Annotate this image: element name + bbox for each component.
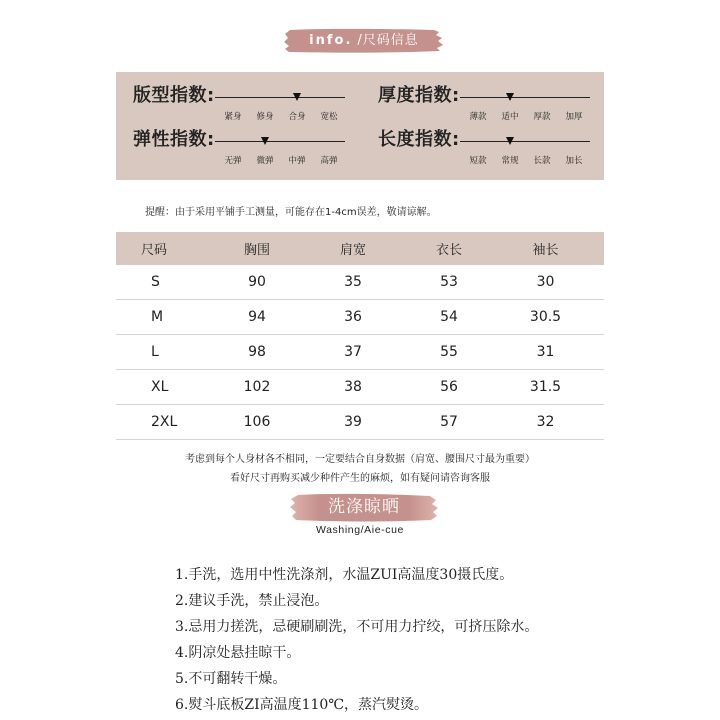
table-row bbox=[116, 335, 604, 370]
table-cell: 102 bbox=[243, 379, 271, 395]
index-elasticity-marker-icon bbox=[261, 137, 269, 145]
table-cell-size: L bbox=[151, 344, 159, 360]
table-cell: 98 bbox=[248, 344, 266, 360]
size-table bbox=[116, 232, 604, 440]
index-fit-option: 合身 bbox=[288, 112, 306, 122]
table-row bbox=[116, 370, 604, 405]
index-thickness-option: 厚款 bbox=[533, 112, 551, 122]
index-thickness-option: 加厚 bbox=[565, 112, 583, 122]
index-elasticity-option: 高弹 bbox=[320, 156, 338, 166]
measurement-reminder: 提醒：由于采用平铺手工测量，可能存在1-4cm误差，敬请谅解。 bbox=[145, 207, 437, 218]
index-fit-marker-icon bbox=[293, 93, 301, 101]
index-length-option: 短款 bbox=[469, 156, 487, 166]
table-cell: 36 bbox=[344, 309, 362, 325]
table-cell: 53 bbox=[440, 274, 458, 290]
table-cell-size: XL bbox=[151, 379, 169, 395]
table-cell: 54 bbox=[440, 309, 458, 325]
table-header-row bbox=[116, 232, 604, 265]
column-header: 袖长 bbox=[532, 243, 559, 258]
size-note-line: 看好尺寸再购买减少种件产生的麻烦，如有疑问请咨询客服 bbox=[230, 473, 490, 484]
care-banner-title: 洗涤晾晒 bbox=[328, 497, 400, 517]
size-note-line: 考虑到每个人身材各不相同，一定要结合自身数据（肩宽、腰围尺寸最为重要） bbox=[185, 454, 535, 465]
care-subtitle: Washing/Aie-cue bbox=[316, 524, 404, 536]
table-cell-size: M bbox=[151, 309, 164, 325]
size-notes bbox=[0, 450, 720, 488]
care-banner bbox=[290, 493, 438, 522]
table-row bbox=[116, 300, 604, 335]
table-cell: 30 bbox=[536, 274, 555, 290]
index-length-option: 加长 bbox=[565, 156, 583, 166]
table-cell: 106 bbox=[243, 414, 271, 430]
index-thickness-option: 适中 bbox=[501, 112, 519, 122]
care-instructions-list bbox=[175, 562, 538, 718]
info-banner-title-cn: /尺码信息 bbox=[357, 33, 419, 48]
index-fit-scale-line bbox=[215, 97, 345, 98]
index-thickness-option: 薄款 bbox=[469, 112, 487, 122]
list-item: 2.建议手洗，禁止浸泡。 bbox=[175, 593, 329, 609]
index-length-scale-line bbox=[460, 141, 590, 142]
index-length-option: 长款 bbox=[533, 156, 551, 166]
index-thickness-label: 厚度指数: bbox=[378, 85, 460, 106]
index-length bbox=[378, 128, 593, 172]
list-item: 6.熨斗底板ZI高温度110℃，蒸汽熨烫。 bbox=[175, 697, 428, 713]
index-fit-option: 紧身 bbox=[224, 112, 242, 122]
index-length-option: 常规 bbox=[501, 156, 519, 166]
table-cell: 56 bbox=[440, 379, 458, 395]
column-header: 衣长 bbox=[435, 243, 462, 258]
index-fit-option: 宽松 bbox=[320, 112, 338, 122]
table-cell-size: 2XL bbox=[151, 414, 178, 430]
index-fit bbox=[133, 84, 348, 128]
index-length-label: 长度指数: bbox=[378, 129, 460, 150]
index-length-marker-icon bbox=[506, 137, 514, 145]
table-cell: 37 bbox=[344, 344, 362, 360]
index-elasticity-option: 无弹 bbox=[224, 156, 242, 166]
table-cell: 90 bbox=[248, 274, 266, 290]
table-cell: 94 bbox=[248, 309, 266, 325]
table-cell: 57 bbox=[440, 414, 458, 430]
index-fit-label: 版型指数: bbox=[133, 85, 215, 106]
table-cell: 31 bbox=[536, 344, 555, 360]
column-header: 胸围 bbox=[243, 243, 270, 258]
index-elasticity-scale-line bbox=[215, 141, 345, 142]
table-cell: 38 bbox=[344, 379, 362, 395]
info-banner bbox=[284, 27, 444, 54]
table-cell-size: S bbox=[151, 274, 160, 290]
list-item: 4.阴凉处悬挂晾干。 bbox=[175, 645, 301, 661]
index-elasticity bbox=[133, 128, 348, 172]
index-elasticity-option: 微弹 bbox=[256, 156, 274, 166]
index-elasticity-option: 中弹 bbox=[288, 156, 306, 166]
table-cell: 39 bbox=[344, 414, 362, 430]
list-item: 3.忌用力搓洗，忌硬刷刷洗，不可用力拧绞，可挤压除水。 bbox=[175, 619, 539, 635]
table-cell: 30.5 bbox=[529, 309, 562, 325]
column-header: 尺码 bbox=[141, 243, 168, 258]
table-row bbox=[116, 405, 604, 440]
table-cell: 31.5 bbox=[529, 379, 562, 395]
table-cell: 32 bbox=[536, 414, 555, 430]
column-header: 肩宽 bbox=[339, 243, 366, 258]
index-elasticity-label: 弹性指数: bbox=[133, 129, 215, 150]
table-cell: 55 bbox=[440, 344, 458, 360]
fit-index-panel bbox=[116, 72, 604, 180]
list-item: 5.不可翻转干燥。 bbox=[175, 671, 287, 687]
index-thickness bbox=[378, 84, 593, 128]
index-thickness-scale-line bbox=[460, 97, 590, 98]
index-thickness-marker-icon bbox=[506, 93, 514, 101]
index-fit-option: 修身 bbox=[256, 112, 274, 122]
table-row bbox=[116, 265, 604, 300]
table-cell: 35 bbox=[344, 274, 362, 290]
list-item: 1.手洗，选用中性洗涤剂，水温ZUI高温度30摄氏度。 bbox=[175, 567, 514, 583]
info-banner-title-en: info. bbox=[309, 33, 353, 48]
